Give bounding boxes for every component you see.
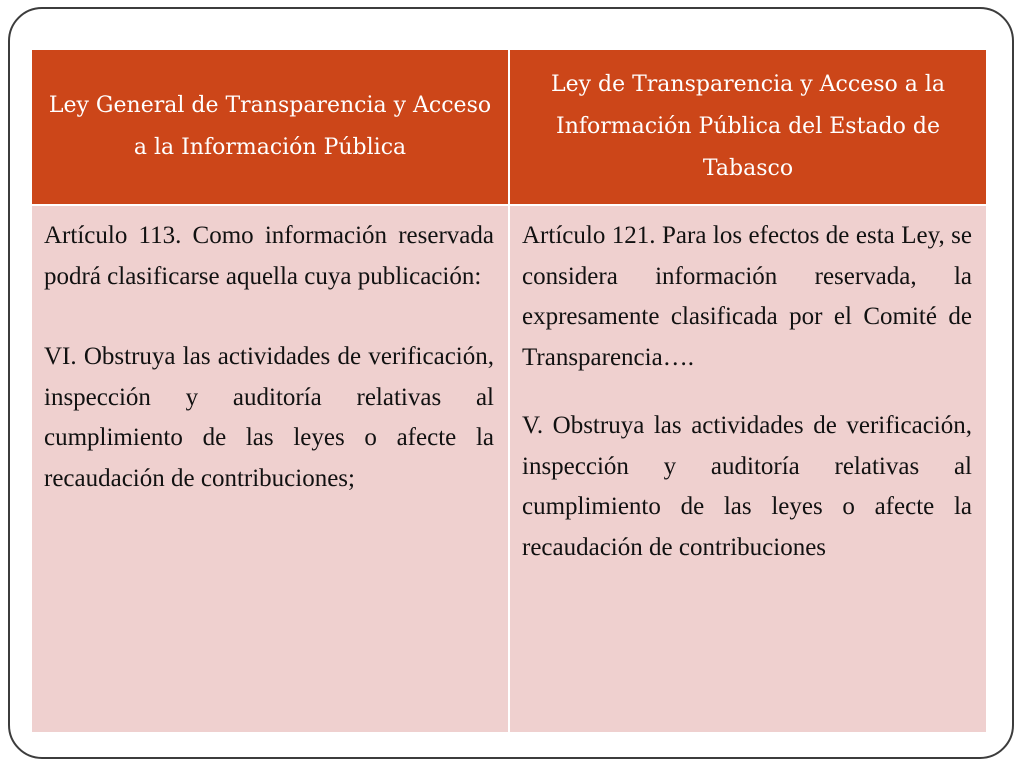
cell-general-law bbox=[31, 205, 509, 733]
fraction-v-text: V. Obstruya las actividades de verificación, inspección y auditoría relativas al cumplimiento de las leyes o afecte la recaudación de contribuciones bbox=[522, 412, 972, 561]
header-tabasco-law: Ley de Transparencia y Acceso a la Información Pública del Estado de Tabasco bbox=[509, 49, 987, 205]
article-121-text: Artículo 121. Para los efectos de esta Ley, se considera información reservada, la expresamente clasificada por el Comité de Transparencia…. bbox=[522, 222, 972, 371]
body-row bbox=[31, 205, 987, 733]
header-row bbox=[31, 49, 987, 205]
comparison-table bbox=[30, 48, 988, 734]
header-general-law: Ley General de Transparencia y Acceso a la Información Pública bbox=[31, 49, 509, 205]
fraction-vi-text: VI. Obstruya las actividades de verificación, inspección y auditoría relativas al cumplimiento de las leyes o afecte la recaudación de contribuciones; bbox=[44, 343, 494, 492]
article-113-text: Artículo 113. Como información reservada podrá clasificarse aquella cuya publicación: bbox=[44, 222, 494, 290]
cell-tabasco-law bbox=[509, 205, 987, 733]
